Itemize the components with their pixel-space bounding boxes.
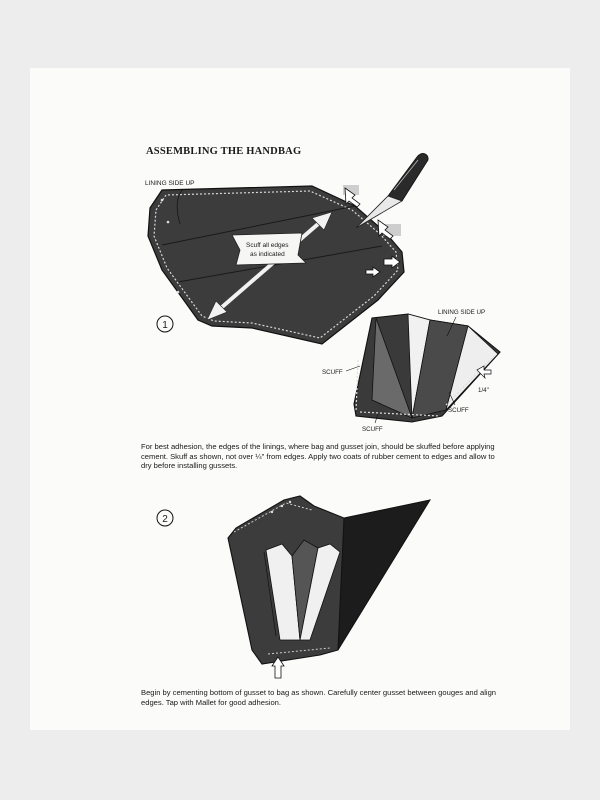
label-scuff-right: SCUFF — [448, 407, 469, 414]
label-quarter-inch: 1/4" — [478, 387, 489, 394]
scuff-callout-box — [232, 233, 306, 265]
figure1-gusset — [354, 314, 500, 422]
callout-line-2: as indicated — [250, 251, 285, 258]
step-1-number: 1 — [162, 320, 168, 331]
callout-line-1: Scuff all edges — [246, 242, 289, 249]
figure2-assembly — [228, 496, 430, 678]
page-title: ASSEMBLING THE HANDBAG — [146, 146, 302, 157]
caption-step-2: Begin by cementing bottom of gusset to bag as shown. Carefully center gusset between gouges and align edges. Tap with Mallet for good adhesion. — [141, 688, 497, 707]
label-scuff-bottom: SCUFF — [362, 426, 383, 433]
step-2-number: 2 — [162, 514, 168, 525]
knife-icon — [356, 153, 428, 228]
caption-step-1: For best adhesion, the edges of the linings, where bag and gusset join, should be skuffed before applying cement. Skuff as shown, not over ¼" from edges. Apply two coats of rubber cement to edges and allow to dry before installing gussets. — [141, 442, 495, 471]
figure1-lining-panel — [148, 186, 404, 344]
label-gusset-lining-side-up: LINING SIDE UP — [438, 309, 486, 316]
label-scuff-left: SCUFF — [322, 369, 343, 376]
label-lining-side-up: LINING SIDE UP — [145, 180, 195, 187]
